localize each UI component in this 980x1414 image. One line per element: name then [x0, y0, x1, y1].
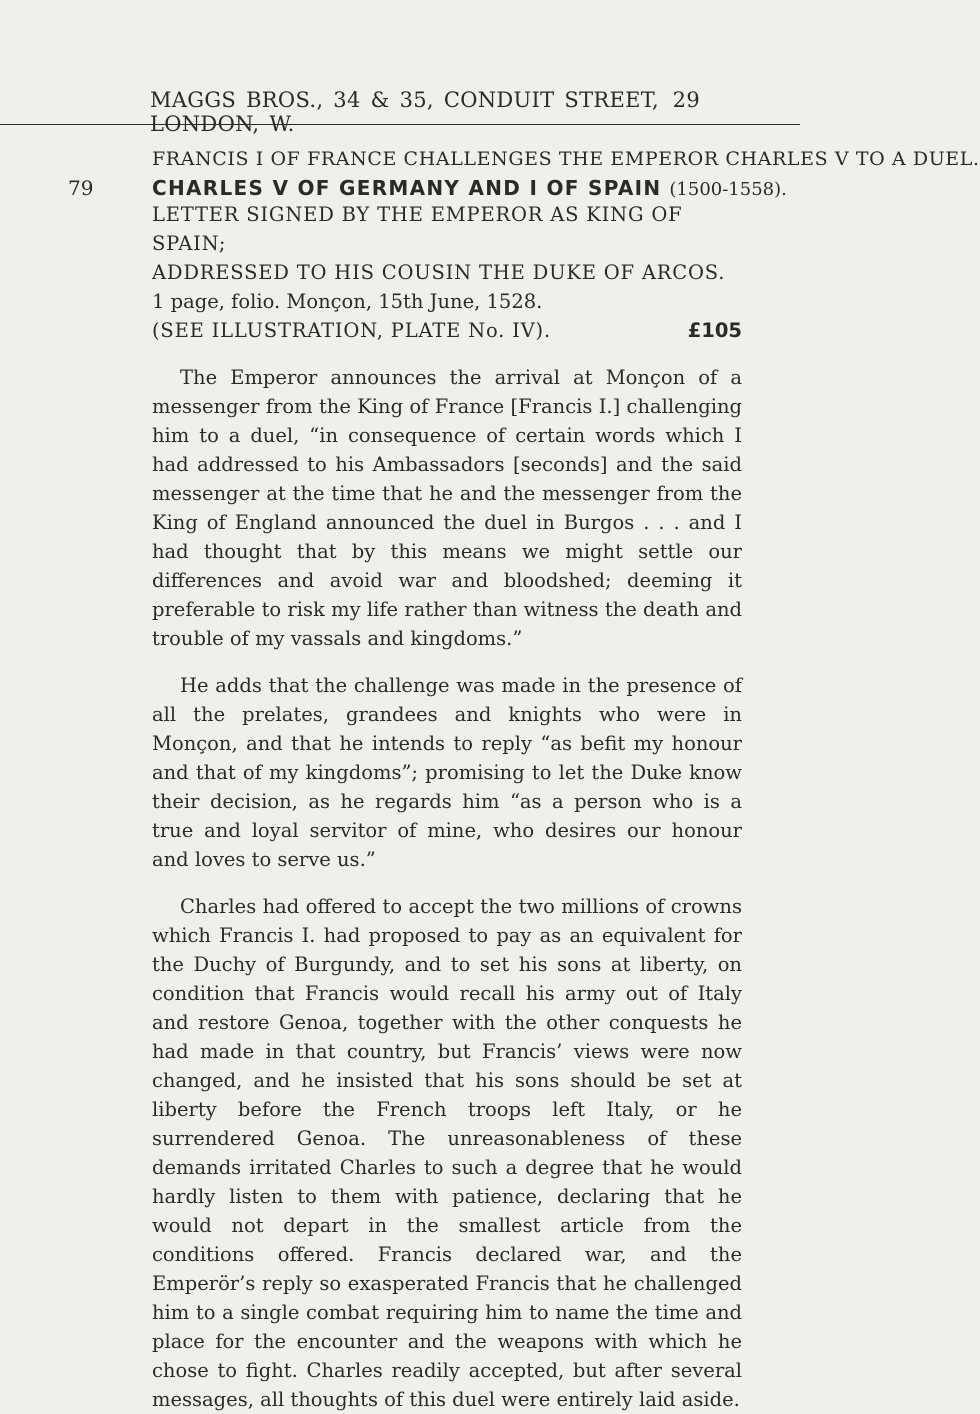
paragraph-1: The Emperor announces the arrival at Monçon of a messenger from the King of France [Francis I.] challenging him to a duel, “in consequence of certain words which I had addressed to his Ambassadors [seconds] and the said messenger at the time that he and the messenger from the King of England announced the duel in Burgos . . . and I had thought that by this means we might settle our differences and avoid war and bloodshed; deeming it preferable to risk my life rather than witness the death and trouble of my vassals and kingdoms.” — [152, 366, 742, 650]
lot-description-line-1: LETTER SIGNED BY THE EMPEROR AS KING OF SPAIN; — [152, 203, 683, 255]
page-number: 29 — [672, 88, 700, 112]
illustration-reference: (SEE ILLUSTRATION, PLATE No. IV). — [152, 319, 551, 342]
lot-description-line-3: 1 page, folio. Monçon, 15th June, 1528. — [152, 290, 543, 313]
lot-title: CHARLES V OF GERMANY AND I OF SPAIN — [152, 176, 662, 200]
section-title: FRANCIS I OF FRANCE CHALLENGES THE EMPEROR CHARLES V TO A DUEL. — [152, 148, 980, 170]
paragraph-2: He adds that the challenge was made in the presence of all the prelates, grandees and knights who were in Monçon, and that he intends to reply “as befit my honour and that of my kingdoms”; promising to let the Duke know their decision, as he regards him “as a person who is a true and loyal servitor of mine, who desires our honour and loves to serve us.” — [152, 674, 742, 871]
lot-number: 79 — [68, 176, 94, 200]
price-line — [152, 316, 742, 345]
price: £105 — [687, 319, 742, 342]
lot-entry — [0, 176, 800, 1414]
lot-heading — [0, 176, 800, 200]
page-header — [150, 88, 700, 136]
lot-description-line-2: ADDRESSED TO HIS COUSIN THE DUKE OF ARCOS. — [152, 261, 726, 284]
paragraph-3: Charles had offered to accept the two millions of crowns which Francis I. had proposed to pay as an equivalent for the Duchy of Burgundy, and to set his sons at liberty, on condition that Francis would recall his army out of Italy and restore Genoa, together with the other conquests he had made in that country, but Francis’ views were now changed, and he insisted that his sons should be set at liberty before the French troops left Italy, or he surrendered Genoa. The unreasonableness of these demands irritated Charles to such a degree that he would hardly listen to them with patience, declaring that he would not depart in the smallest article from the conditions offered. Francis declared war, and the Emperör’s reply so exasperated Francis that he challenged him to a single combat requiring him to name the time and place for the encounter and the weapons with which he chose to fight. Charles readily accepted, but after several messages, all thoughts of this duel were entirely laid aside. — [152, 895, 742, 1411]
lot-dates: (1500-1558). — [669, 179, 787, 200]
lot-body — [152, 200, 742, 1414]
header-title: MAGGS BROS., 34 & 35, CONDUIT STREET, LONDON, W. — [150, 88, 659, 136]
header-rule — [0, 124, 800, 125]
